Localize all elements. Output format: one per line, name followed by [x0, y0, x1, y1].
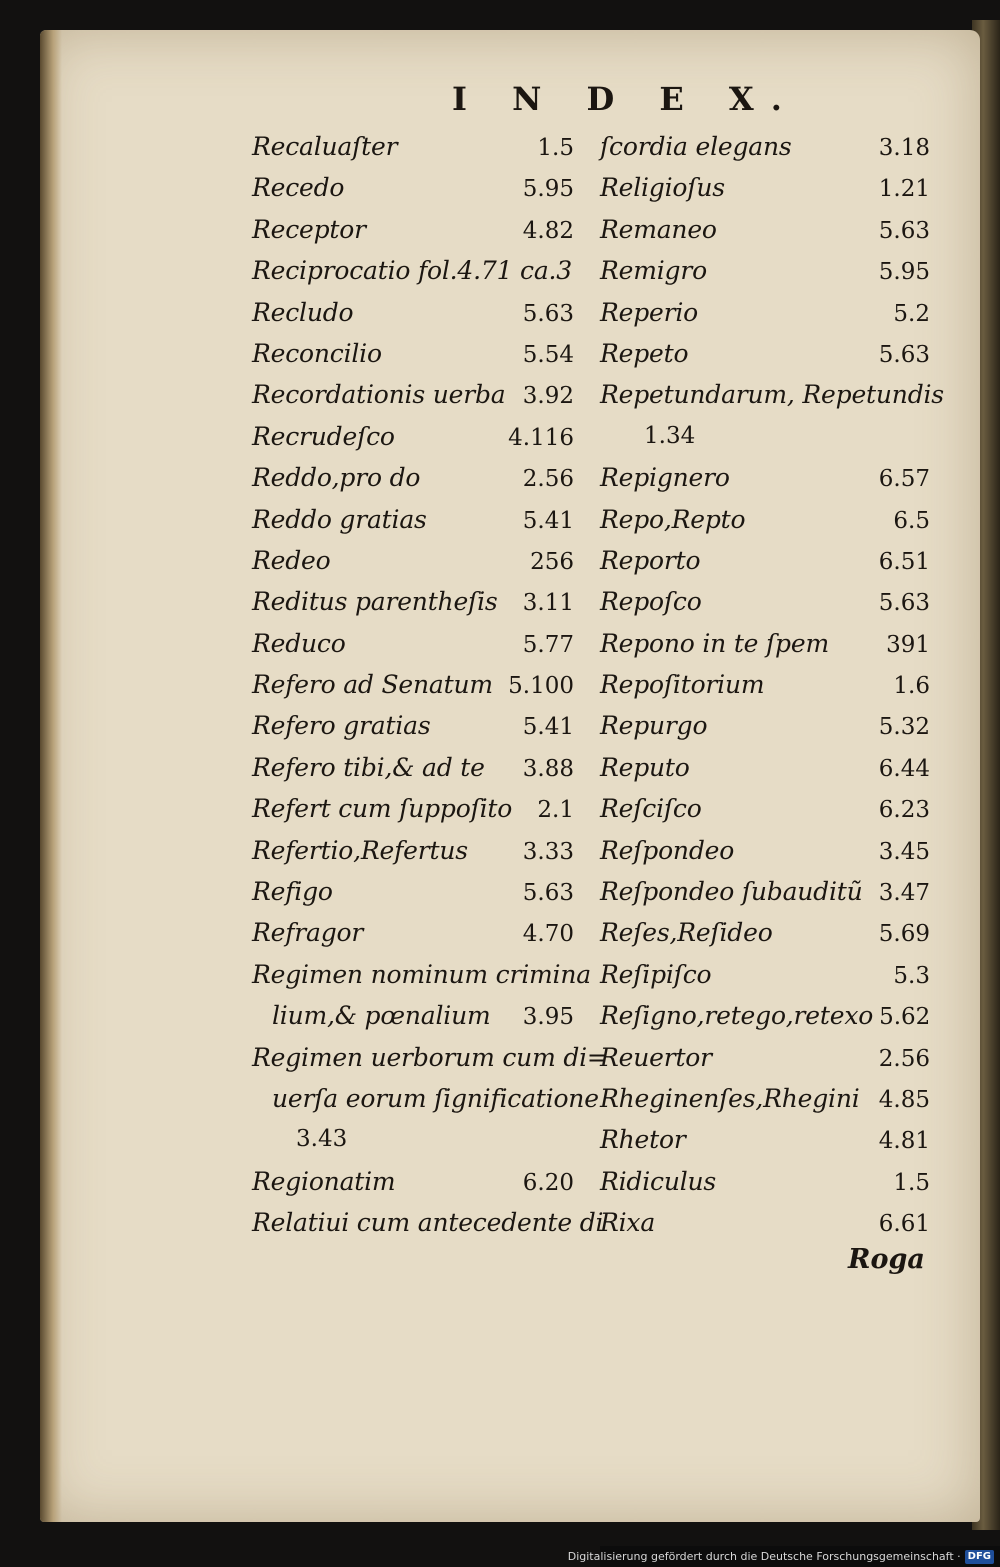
index-entry	[600, 167, 930, 208]
index-term: Reputo	[600, 752, 690, 782]
index-term: Repono in te ſpem	[600, 628, 829, 658]
index-term: Reciprocatio fol.4.71 ca.3	[252, 256, 572, 286]
index-term: Reddo,pro do	[252, 463, 421, 493]
index-term: Repoſitorium	[600, 670, 765, 700]
index-term: Refero tibi,& ad te	[252, 752, 485, 782]
index-term: Regimen uerborum cum di=	[252, 1042, 608, 1072]
index-term: Reditus parentheſis	[252, 587, 498, 617]
index-page-ref: 5.63	[522, 880, 574, 907]
index-entry	[600, 664, 930, 705]
index-entry	[600, 374, 944, 415]
index-page-ref: 5.69	[878, 921, 930, 948]
index-entry	[252, 333, 574, 374]
index-page-ref: 5.41	[522, 714, 574, 741]
index-entry	[600, 954, 930, 995]
index-term: Ridiculus	[600, 1166, 717, 1196]
index-page-ref: 6.44	[878, 755, 930, 782]
index-term: Religioſus	[600, 173, 725, 203]
index-entry	[600, 830, 930, 871]
index-term: Reduco	[252, 628, 346, 658]
index-entry	[252, 1161, 574, 1202]
index-entry	[252, 250, 574, 291]
index-term: Reporto	[600, 545, 701, 575]
index-page-ref: 6.61	[878, 1211, 930, 1238]
index-page-ref: 3.18	[878, 135, 930, 161]
index-page-ref: 5.2	[893, 300, 930, 327]
index-term: Regimen nominum crimina	[252, 959, 591, 989]
index-entry	[252, 499, 574, 540]
index-page-ref: 5.77	[522, 631, 574, 658]
index-column-right	[600, 126, 944, 1244]
index-page-ref: 5.54	[522, 341, 574, 368]
index-entry	[252, 664, 574, 705]
digitization-credit-bar	[567, 1546, 1000, 1567]
index-entry	[252, 954, 591, 995]
index-term: Rixa	[600, 1208, 656, 1238]
index-term: Recedo	[252, 173, 345, 203]
index-term: Refertio,Refertus	[252, 835, 468, 865]
index-term: Recordationis uerba	[252, 380, 506, 410]
index-entry	[252, 1119, 574, 1160]
index-term: Refero gratias	[252, 711, 431, 741]
index-page-ref: 3.92	[522, 383, 574, 410]
index-entry	[252, 1037, 608, 1078]
index-entry	[252, 1078, 599, 1119]
index-term: Repeto	[600, 338, 689, 368]
index-page-ref: 1.6	[893, 673, 930, 700]
index-page-ref: 3.45	[878, 838, 930, 865]
index-page-ref: 1.5	[537, 135, 574, 161]
index-page-ref: 3.11	[522, 590, 574, 617]
index-term: Reddo gratias	[252, 504, 427, 534]
index-term: Reuertor	[600, 1042, 712, 1072]
index-page-ref: 6.57	[878, 466, 930, 493]
index-term: Repo,Repto	[600, 504, 746, 534]
index-entry	[600, 623, 930, 664]
index-entry	[600, 209, 930, 250]
index-entry	[600, 416, 930, 457]
index-page-ref: 3.95	[522, 1004, 574, 1031]
index-page-ref: 5.32	[878, 714, 930, 741]
index-term: Repetundarum, Repetundis	[600, 380, 944, 410]
index-page-ref: 5.62	[879, 1004, 931, 1031]
index-entry	[252, 747, 574, 788]
index-term: Reperio	[600, 297, 699, 327]
index-entry	[600, 499, 930, 540]
index-entry	[600, 581, 930, 622]
index-page-ref: 5.95	[522, 176, 574, 203]
index-term: Repignero	[600, 463, 730, 493]
index-entry	[600, 871, 930, 912]
index-term: Reſciſco	[600, 794, 702, 824]
index-column-left	[252, 126, 608, 1244]
index-page-ref: 3.88	[522, 755, 574, 782]
index-entry	[252, 912, 574, 953]
index-page-ref: 2.56	[878, 1045, 930, 1072]
index-entry	[252, 995, 574, 1036]
index-page-ref: 4.81	[878, 1128, 930, 1155]
index-page-ref: 5.63	[878, 341, 930, 368]
index-entry	[600, 1037, 930, 1078]
index-term: Remigro	[600, 256, 707, 286]
index-entry	[600, 1119, 930, 1160]
index-entry	[600, 912, 930, 953]
index-page-ref: 2.56	[522, 466, 574, 493]
index-entry	[600, 705, 930, 746]
credit-text: Digitalisierung gefördert durch die Deutsche Forschungsgemeinschaft ·	[567, 1550, 961, 1563]
index-entry	[600, 292, 930, 333]
index-term: Repoſco	[600, 587, 702, 617]
index-term: lium,& pœnalium	[272, 1001, 491, 1031]
index-term: Refigo	[252, 877, 333, 907]
index-term: Refero ad Senatum	[252, 670, 493, 700]
index-term: Reſipiſco	[600, 959, 712, 989]
index-entry	[252, 540, 574, 581]
index-entry	[600, 457, 930, 498]
index-page-ref: 6.23	[878, 797, 930, 824]
index-term: Recrudeſco	[252, 421, 395, 451]
index-page-ref: 2.1	[537, 797, 574, 824]
index-term: Refert cum ſuppoſito	[252, 794, 513, 824]
index-term: Rhetor	[600, 1125, 686, 1155]
index-term: uerſa eorum ſignificatione	[272, 1083, 599, 1113]
catchword: Roga	[848, 1244, 925, 1275]
index-page-ref: 5.95	[878, 259, 930, 286]
index-entry	[252, 581, 574, 622]
index-page-ref: 3.33	[522, 838, 574, 865]
index-entry	[252, 1202, 604, 1243]
index-term: Reconcilio	[252, 338, 382, 368]
index-entry	[600, 1202, 930, 1243]
index-term: Reſpondeo ſubauditũ	[600, 877, 863, 907]
index-page-ref: 6.5	[893, 507, 930, 534]
index-entry	[252, 830, 574, 871]
index-page-ref: 256	[530, 548, 574, 575]
index-entry	[252, 623, 574, 664]
index-term: Remaneo	[600, 214, 717, 244]
index-entry	[252, 788, 574, 829]
index-entry	[252, 416, 574, 457]
index-page-ref: 6.51	[878, 548, 930, 575]
index-term: Reſes,Reſideo	[600, 918, 773, 948]
index-entry	[600, 1078, 930, 1119]
index-entry	[600, 995, 930, 1036]
index-page-ref: 1.21	[878, 176, 930, 203]
index-page-ref: 391	[886, 631, 930, 658]
index-entry	[600, 126, 930, 167]
index-page-ref: 5.3	[893, 962, 930, 989]
index-entry	[252, 292, 574, 333]
index-page-ref: 4.85	[878, 1086, 930, 1113]
index-page-ref: 5.63	[878, 217, 930, 244]
index-term: Reſigno,retego,retexo	[600, 1001, 874, 1031]
index-term: Redeo	[252, 545, 331, 575]
index-page-ref: 5.63	[878, 590, 930, 617]
index-entry	[600, 788, 930, 829]
index-term: Receptor	[252, 214, 366, 244]
index-term: ſcordia elegans	[600, 132, 792, 161]
index-entry	[252, 871, 574, 912]
index-term: Repurgo	[600, 711, 708, 741]
index-entry	[252, 167, 574, 208]
index-entry	[600, 540, 930, 581]
index-term: Refragor	[252, 918, 364, 948]
index-page-ref: 6.20	[522, 1169, 574, 1196]
index-term: 1.34	[644, 422, 696, 449]
index-page-ref: 4.70	[522, 921, 574, 948]
index-term: Recludo	[252, 297, 354, 327]
dfg-logo[interactable]: DFG	[965, 1550, 994, 1564]
index-entry	[252, 457, 574, 498]
index-page-ref: 5.100	[508, 673, 574, 700]
page-gutter	[40, 30, 62, 1522]
index-page-ref: 4.116	[508, 424, 574, 451]
index-entry	[600, 747, 930, 788]
index-entry	[252, 209, 574, 250]
index-entry	[252, 126, 574, 167]
index-term: Reſpondeo	[600, 835, 735, 865]
index-entry	[600, 250, 930, 291]
index-term: Recaluaſter	[252, 132, 398, 161]
index-term: Relatiui cum antecedente di	[252, 1208, 604, 1238]
index-page-ref: 1.5	[893, 1169, 930, 1196]
index-page-ref: 4.82	[522, 217, 574, 244]
index-entry	[600, 1161, 930, 1202]
index-page-ref: 5.41	[522, 507, 574, 534]
index-term: Rheginenſes,Rhegini	[600, 1083, 860, 1113]
index-term: 3.43	[296, 1126, 348, 1153]
index-entry	[252, 374, 574, 415]
index-page-ref: 3.47	[878, 880, 930, 907]
index-page-ref: 5.63	[522, 300, 574, 327]
index-entry	[600, 333, 930, 374]
index-term: Regionatim	[252, 1166, 396, 1196]
index-entry	[252, 705, 574, 746]
page-heading: I N D E X.	[452, 80, 799, 118]
